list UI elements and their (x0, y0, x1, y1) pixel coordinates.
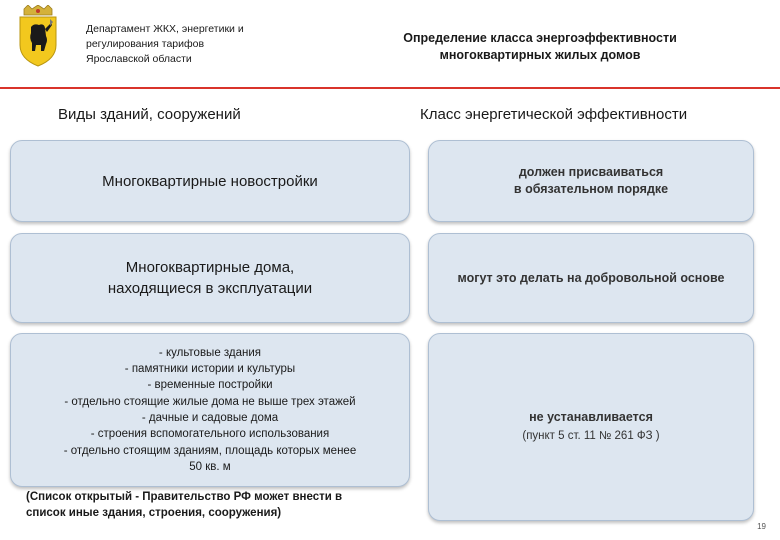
energy-class-line: могут это делать на добровольной основе (457, 270, 725, 285)
building-type-line: Многоквартирные дома, (125, 259, 295, 276)
left-column-heading: Виды зданий, сооружений (58, 106, 241, 123)
right-column-heading: Класс энергетической эффективности (420, 106, 688, 123)
header-divider (0, 87, 780, 89)
list-item: 50 кв. м (189, 460, 231, 473)
law-reference: (пункт 5 ст. 11 № 261 ФЗ ) (522, 430, 660, 442)
energy-class-text (522, 409, 659, 445)
list-item: - временные постройки (147, 379, 273, 392)
building-type-text (108, 257, 312, 299)
exempt-buildings-list (64, 345, 356, 475)
energy-class-text (514, 164, 668, 198)
slide-title (375, 30, 705, 64)
list-item: - памятники истории и культуры (124, 363, 296, 376)
org-line: Департамент ЖКХ, энергетики и (86, 23, 244, 35)
page-number: 19 (757, 522, 766, 531)
energy-class-line: в обязательном порядке (513, 182, 669, 196)
title-line: Определение класса энергоэффективности (403, 31, 677, 45)
energy-class-box (428, 333, 754, 521)
building-type-line: Многоквартирные новостройки (102, 172, 318, 190)
building-type-text (102, 171, 318, 192)
list-item: - отдельно стоящим зданиям, площадь которых менее (63, 444, 357, 457)
list-item: - отдельно стоящие жилые дома не выше трех этажей (64, 395, 356, 408)
org-line: регулирования тарифов (86, 38, 205, 50)
footnote-line: список иные здания, строения, сооружения) (26, 507, 282, 519)
list-item: - дачные и садовые дома (141, 412, 279, 424)
exempt-buildings-box (10, 333, 410, 487)
org-line: Ярославской области (86, 53, 192, 65)
building-type-line: находящиеся в эксплуатации (107, 280, 313, 297)
footnote-line: (Список открытый - Правительство РФ может внести в (26, 491, 343, 503)
energy-class-text (458, 270, 725, 287)
organization-name (86, 22, 276, 67)
coat-of-arms-icon (14, 5, 62, 67)
list-item: - строения вспомогательного использования (90, 428, 330, 441)
footnote (26, 489, 342, 521)
energy-class-line: должен присваиваться (518, 165, 664, 179)
list-item: - культовые здания (158, 346, 262, 359)
title-line: многоквартирных жилых домов (439, 48, 641, 62)
building-type-box (10, 233, 410, 323)
energy-class-box (428, 140, 754, 222)
building-type-box (10, 140, 410, 222)
energy-class-box (428, 233, 754, 323)
energy-class-line: не устанавливается (529, 410, 653, 424)
